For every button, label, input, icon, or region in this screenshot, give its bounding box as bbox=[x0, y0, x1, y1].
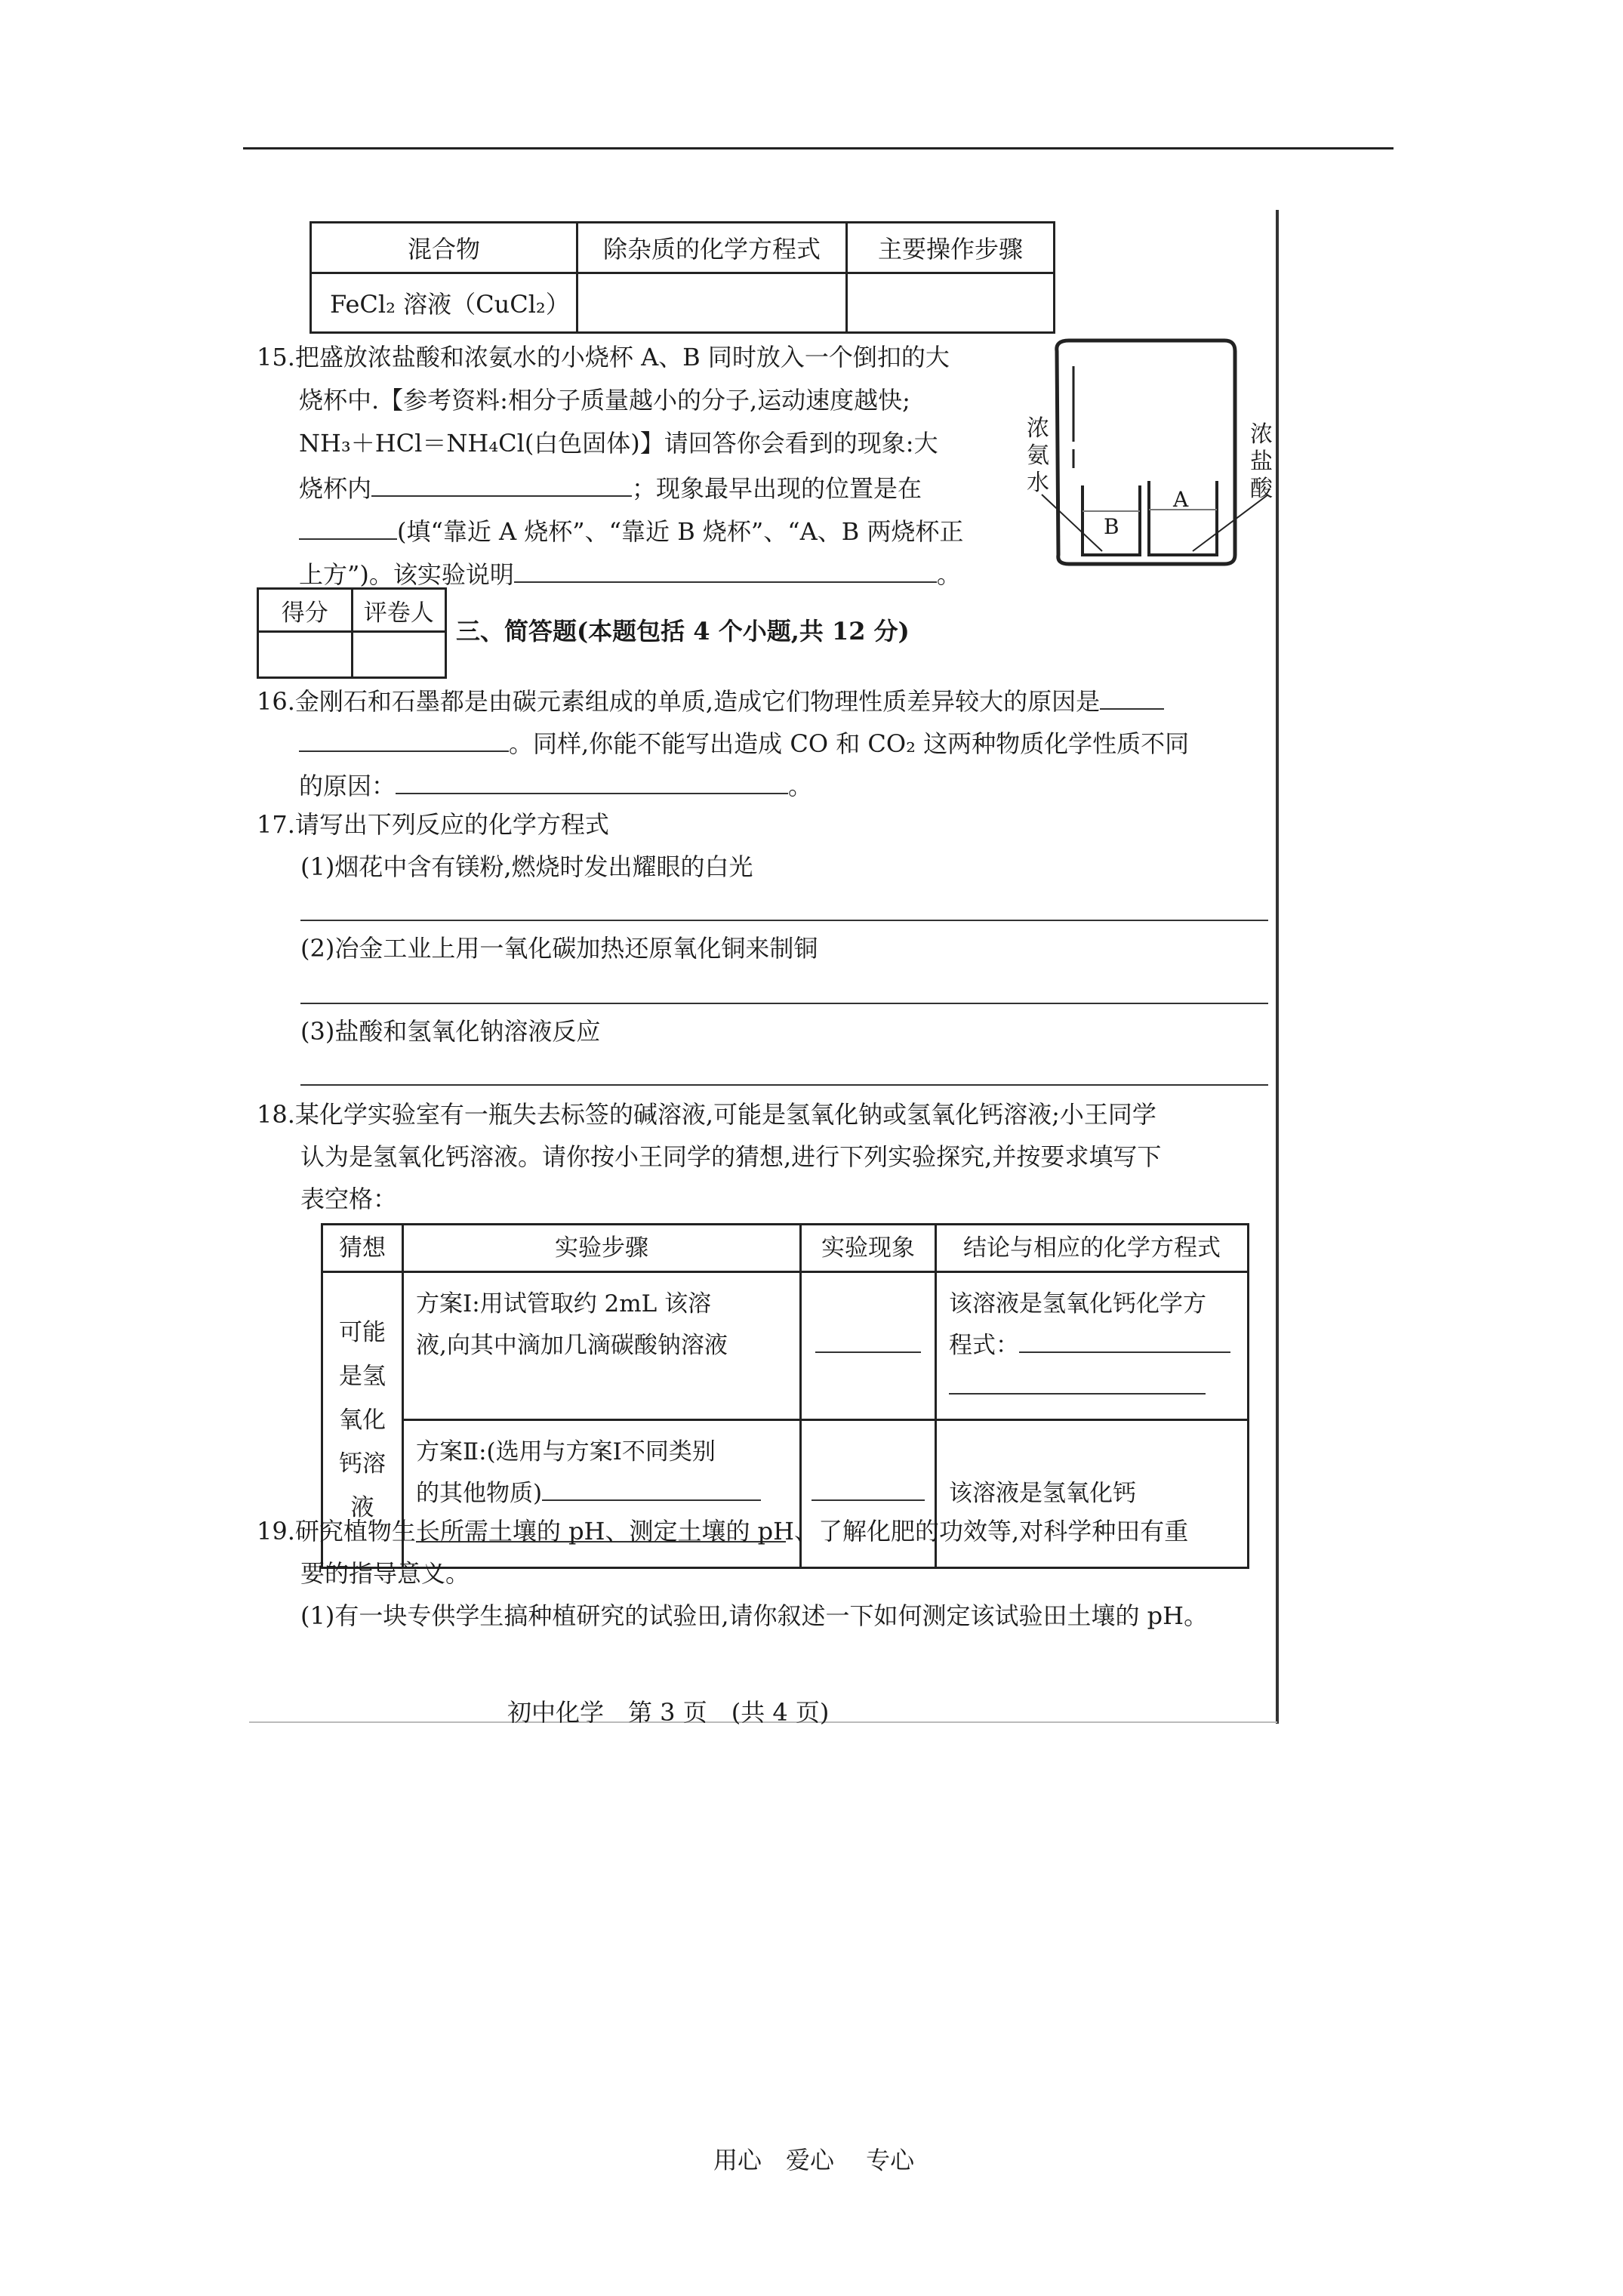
q15-blank-conclusion[interactable] bbox=[514, 560, 937, 583]
conclusion-1-text-1: 该溶液是氢氧化钙化学方 bbox=[949, 1290, 1206, 1318]
q19-line1: 19.研究植物生长所需土壤的 pH、测定土壤的 pH、了解化肥的功效等,对科学种田有重 bbox=[257, 1517, 1189, 1546]
label-ammonia-2: 氨 bbox=[1027, 442, 1049, 469]
plan-2-blank-a[interactable] bbox=[542, 1478, 761, 1501]
plan-1-cell bbox=[403, 1272, 801, 1420]
q17-answer-line-3[interactable] bbox=[300, 1084, 1268, 1086]
conclusion-1-text-2: 程式： bbox=[949, 1332, 1019, 1359]
phenomenon-2-cell[interactable] bbox=[801, 1420, 936, 1568]
header-steps: 主要操作步骤 bbox=[847, 223, 1055, 273]
conclusion-1-blank-a[interactable] bbox=[1019, 1330, 1230, 1353]
q17-item-2: (2)冶金工业上用一氧化碳加热还原氧化铜来制铜 bbox=[300, 934, 818, 963]
q16-blank-2[interactable] bbox=[396, 772, 788, 794]
guess-text-5: 液 bbox=[350, 1493, 374, 1521]
label-ammonia-1: 浓 bbox=[1027, 415, 1049, 442]
q15-line6-a: 上方”)。该实验说明 bbox=[299, 560, 514, 589]
q16-line2-text: 。同样,你能不能写出造成 CO 和 CO₂ 这两种物质化学性质不同 bbox=[509, 729, 1190, 758]
q16-line2 bbox=[299, 729, 1189, 756]
header-phenomenon: 实验现象 bbox=[801, 1225, 936, 1272]
q15-line3: NH₃＋HCl＝NH₄Cl(白色固体)】请回答你会看到的现象:大 bbox=[299, 429, 938, 458]
label-ammonia-3: 水 bbox=[1027, 470, 1049, 496]
plan-1-text-2: 液,向其中滴加几滴碳酸钠溶液 bbox=[416, 1332, 728, 1359]
q15-blank-position[interactable] bbox=[299, 517, 397, 540]
section-3-title: 三、简答题(本题包括 4 个小题,共 12 分) bbox=[456, 617, 910, 646]
q16-blank-1a[interactable] bbox=[1100, 687, 1164, 710]
site-footer: 用心 爱心 专心 bbox=[713, 2146, 915, 2174]
guess-text-3: 氧化 bbox=[339, 1406, 386, 1434]
q19-line2: 要的指导意义。 bbox=[300, 1559, 470, 1588]
q15-line6 bbox=[299, 560, 961, 587]
label-hcl-2: 盐 bbox=[1250, 448, 1273, 475]
q17-item-3: (3)盐酸和氢氧化钠溶液反应 bbox=[300, 1017, 601, 1046]
header-steps: 实验步骤 bbox=[403, 1225, 801, 1272]
q15-line6-b: 。 bbox=[936, 560, 961, 589]
q18-line1: 18.某化学实验室有一瓶失去标签的碱溶液,可能是氢氧化钠或氢氧化钙溶液;小王同学 bbox=[257, 1100, 1156, 1129]
q16-blank-1b[interactable] bbox=[299, 729, 509, 752]
q19-item-1: (1)有一块专供学生搞种植研究的试验田,请你叙述一下如何测定该试验田土壤的 pH。 bbox=[300, 1601, 1209, 1630]
conclusion-1-blank-b[interactable] bbox=[949, 1372, 1206, 1395]
guess-text-2: 是氢 bbox=[339, 1362, 386, 1390]
top-rule bbox=[243, 147, 1394, 149]
q15-line1: 15.把盛放浓盐酸和浓氨水的小烧杯 A、B 同时放入一个倒扣的大 bbox=[257, 343, 950, 371]
q15-line5 bbox=[299, 517, 963, 544]
score-header: 得分 bbox=[258, 589, 353, 632]
label-beaker-b: B bbox=[1104, 514, 1119, 539]
q17-answer-line-2[interactable] bbox=[300, 1003, 1268, 1004]
beaker-diagram bbox=[1027, 336, 1283, 578]
plan-2-text-2: 的其他物质) bbox=[416, 1480, 543, 1507]
page-footer: 初中化学 第 3 页 (共 4 页) bbox=[507, 1698, 830, 1727]
label-hcl-1: 浓 bbox=[1250, 421, 1273, 448]
header-equation: 除杂质的化学方程式 bbox=[577, 223, 847, 273]
q15-line4 bbox=[299, 474, 922, 501]
q17-title: 17.请写出下列反应的化学方程式 bbox=[257, 810, 609, 839]
label-beaker-a: A bbox=[1173, 487, 1189, 512]
plan-2-cell bbox=[403, 1420, 801, 1568]
q16-line1 bbox=[257, 687, 1164, 716]
q17-item-1: (1)烟花中含有镁粉,燃烧时发出耀眼的白光 bbox=[300, 852, 753, 881]
phenomenon-2-blank[interactable] bbox=[812, 1498, 925, 1501]
q17-answer-line-1[interactable] bbox=[300, 920, 1268, 921]
q15-blank-phenomenon[interactable] bbox=[371, 474, 632, 497]
guess-text-4: 钙溶 bbox=[339, 1450, 386, 1478]
plan-2-text-1: 方案Ⅱ:(选用与方案Ⅰ不同类别 bbox=[416, 1438, 716, 1465]
conclusion-2-cell bbox=[936, 1420, 1249, 1568]
cell-mixture: FeCl₂ 溶液（CuCl₂） bbox=[311, 273, 577, 333]
q16-line1-text: 16.金刚石和石墨都是由碳元素组成的单质,造成它们物理性质差异较大的原因是 bbox=[257, 687, 1101, 716]
q16-line3-a: 的原因： bbox=[299, 772, 396, 800]
impurity-table bbox=[310, 221, 1055, 334]
score-box bbox=[257, 587, 447, 679]
q18-line3: 表空格： bbox=[300, 1185, 398, 1213]
header-mixture: 混合物 bbox=[311, 223, 577, 273]
cell-steps-blank[interactable] bbox=[847, 273, 1055, 333]
q15-line4-a: 烧杯内 bbox=[299, 474, 372, 503]
q15-line2: 烧杯中.【参考资料:相分子质量越小的分子,运动速度越快; bbox=[299, 386, 910, 415]
phenomenon-1-blank[interactable] bbox=[815, 1350, 921, 1353]
grader-cell[interactable] bbox=[352, 632, 446, 678]
q15-line5-text: (填“靠近 A 烧杯”、“靠近 B 烧杯”、“A、B 两烧杯正 bbox=[397, 517, 964, 546]
q18-line2: 认为是氢氧化钙溶液。请你按小王同学的猜想,进行下列实验探究,并按要求填写下 bbox=[300, 1142, 1162, 1171]
guess-text-1: 可能 bbox=[339, 1318, 386, 1346]
conclusion-2-text: 该溶液是氢氧化钙 bbox=[949, 1480, 1136, 1507]
q15-line4-b: ；现象最早出现的位置是在 bbox=[632, 474, 922, 503]
cell-equation-blank[interactable] bbox=[577, 273, 847, 333]
score-cell[interactable] bbox=[258, 632, 353, 678]
label-hcl-3: 酸 bbox=[1250, 476, 1273, 502]
header-guess: 猜想 bbox=[322, 1225, 403, 1272]
plan-1-text-1: 方案Ⅰ:用试管取约 2mL 该溶 bbox=[416, 1290, 712, 1318]
q16-line3-b: 。 bbox=[788, 772, 813, 800]
phenomenon-1-cell[interactable] bbox=[801, 1272, 936, 1420]
q16-line3 bbox=[299, 772, 812, 798]
grader-header: 评卷人 bbox=[352, 589, 446, 632]
conclusion-1-cell bbox=[936, 1272, 1249, 1420]
header-conclusion: 结论与相应的化学方程式 bbox=[936, 1225, 1249, 1272]
